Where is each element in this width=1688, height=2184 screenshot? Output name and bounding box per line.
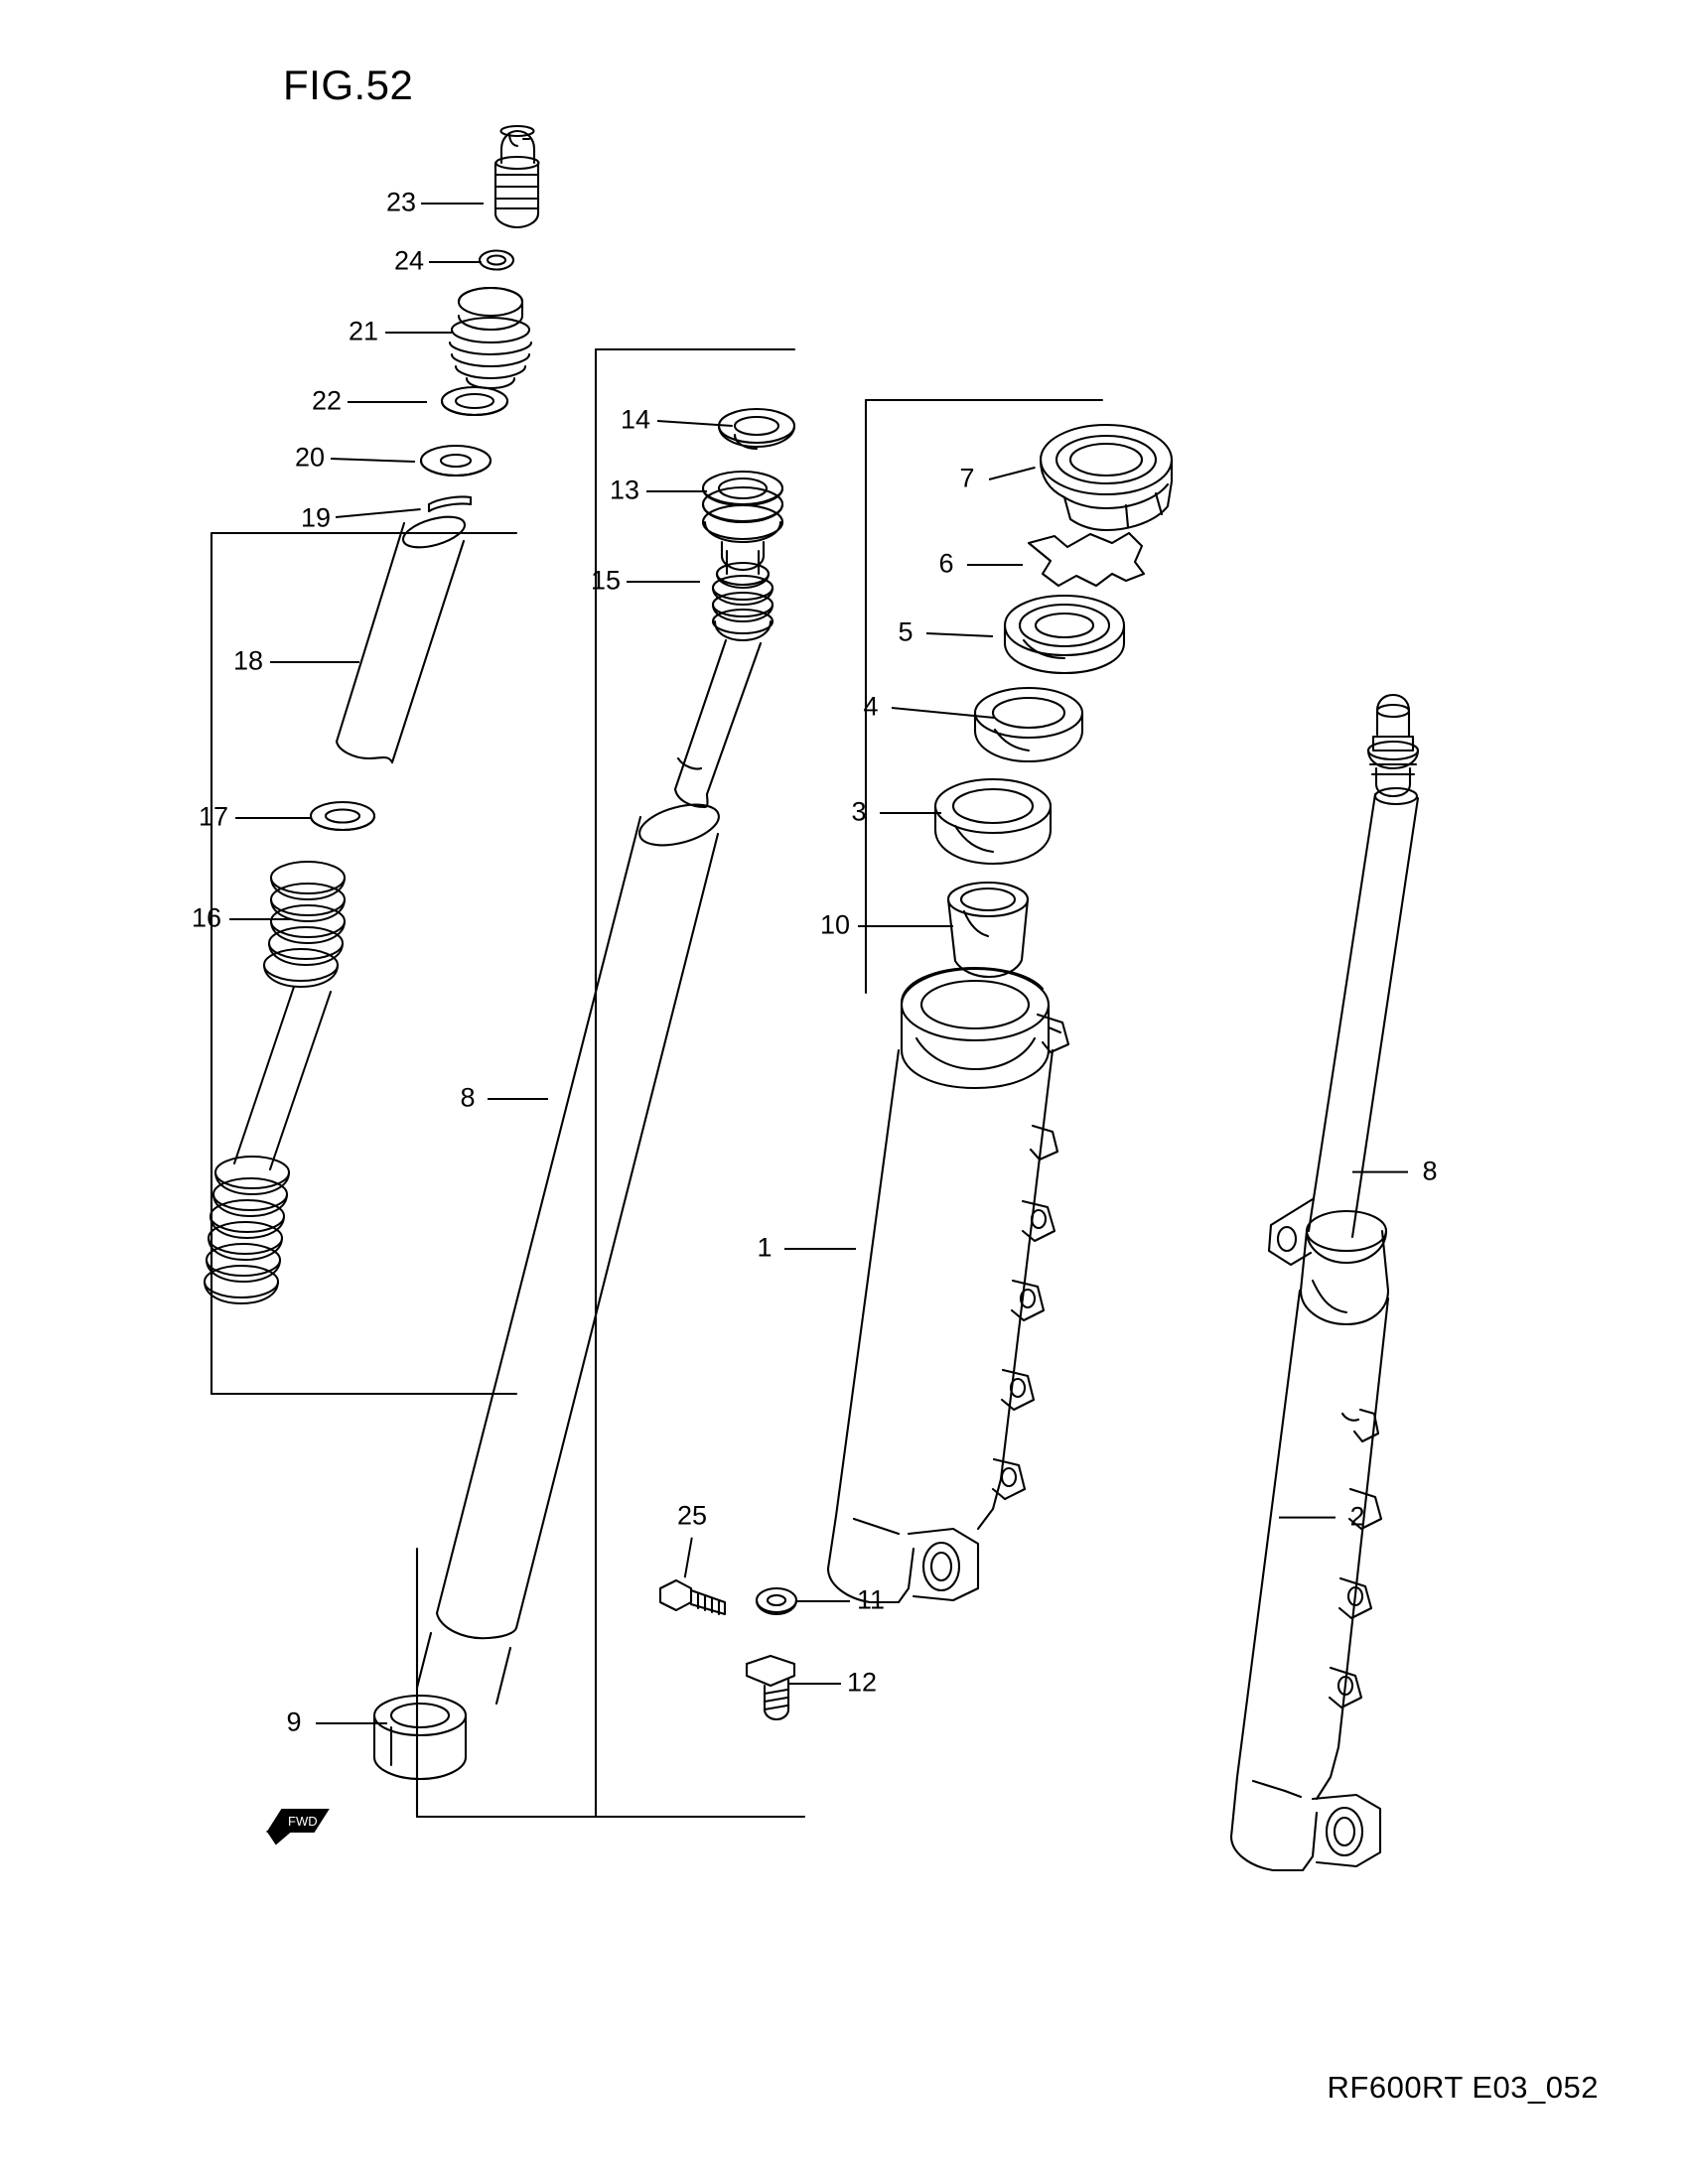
- leader-line-22: [789, 1683, 841, 1685]
- leader-line-2: [385, 332, 452, 334]
- part-callout-14: 14: [620, 404, 651, 435]
- leader-line-24: [1352, 1171, 1408, 1173]
- part-callout-18: 18: [232, 645, 264, 676]
- leader-line-19: [784, 1248, 856, 1250]
- part-callout-24: 24: [393, 245, 425, 276]
- leader-line-7: [235, 817, 311, 819]
- leader-line-10: [646, 490, 707, 492]
- fwd-direction-marker: [266, 1802, 330, 1847]
- part-callout-25: 25: [676, 1500, 708, 1531]
- part-callout-17: 17: [198, 801, 229, 832]
- part-callout-9: 9: [286, 1706, 302, 1737]
- svg-text:FWD: FWD: [288, 1814, 318, 1829]
- leader-line-23: [316, 1722, 387, 1724]
- leader-line-17: [880, 812, 941, 814]
- page-title: FIG.52: [283, 62, 414, 108]
- leader-line-8: [229, 918, 291, 920]
- part-callout-13: 13: [609, 475, 640, 505]
- leader-line-0: [421, 203, 484, 205]
- leader-line-18: [858, 925, 953, 927]
- part-callout-15: 15: [590, 565, 622, 596]
- part-callout-16: 16: [191, 902, 222, 933]
- leader-line-6: [270, 661, 359, 663]
- figure-footer-code: RF600RT E03_052: [1327, 2070, 1599, 2105]
- part-callout-8: 8: [1422, 1156, 1438, 1186]
- part-callout-1: 1: [757, 1232, 773, 1263]
- part-callout-6: 6: [938, 548, 954, 579]
- part-callout-3: 3: [851, 796, 867, 827]
- leader-line-14: [967, 564, 1023, 566]
- leader-line-3: [348, 401, 427, 403]
- part-callout-10: 10: [819, 909, 851, 940]
- part-callout-8: 8: [460, 1082, 476, 1113]
- part-callout-2: 2: [1349, 1501, 1365, 1532]
- part-callout-19: 19: [300, 502, 332, 533]
- part-callout-22: 22: [311, 385, 343, 416]
- leader-line-12: [488, 1098, 548, 1100]
- part-callout-5: 5: [898, 616, 914, 647]
- part-callout-12: 12: [846, 1667, 878, 1698]
- part-callout-11: 11: [856, 1584, 886, 1615]
- leader-line-11: [627, 581, 700, 583]
- part-callout-7: 7: [959, 463, 975, 493]
- part-callout-4: 4: [863, 691, 879, 722]
- part-callout-20: 20: [294, 442, 326, 473]
- leader-line-1: [429, 261, 482, 263]
- leader-line-21: [796, 1600, 850, 1602]
- part-callout-23: 23: [385, 187, 417, 217]
- leader-line-25: [1279, 1517, 1336, 1519]
- part-callout-21: 21: [348, 316, 379, 346]
